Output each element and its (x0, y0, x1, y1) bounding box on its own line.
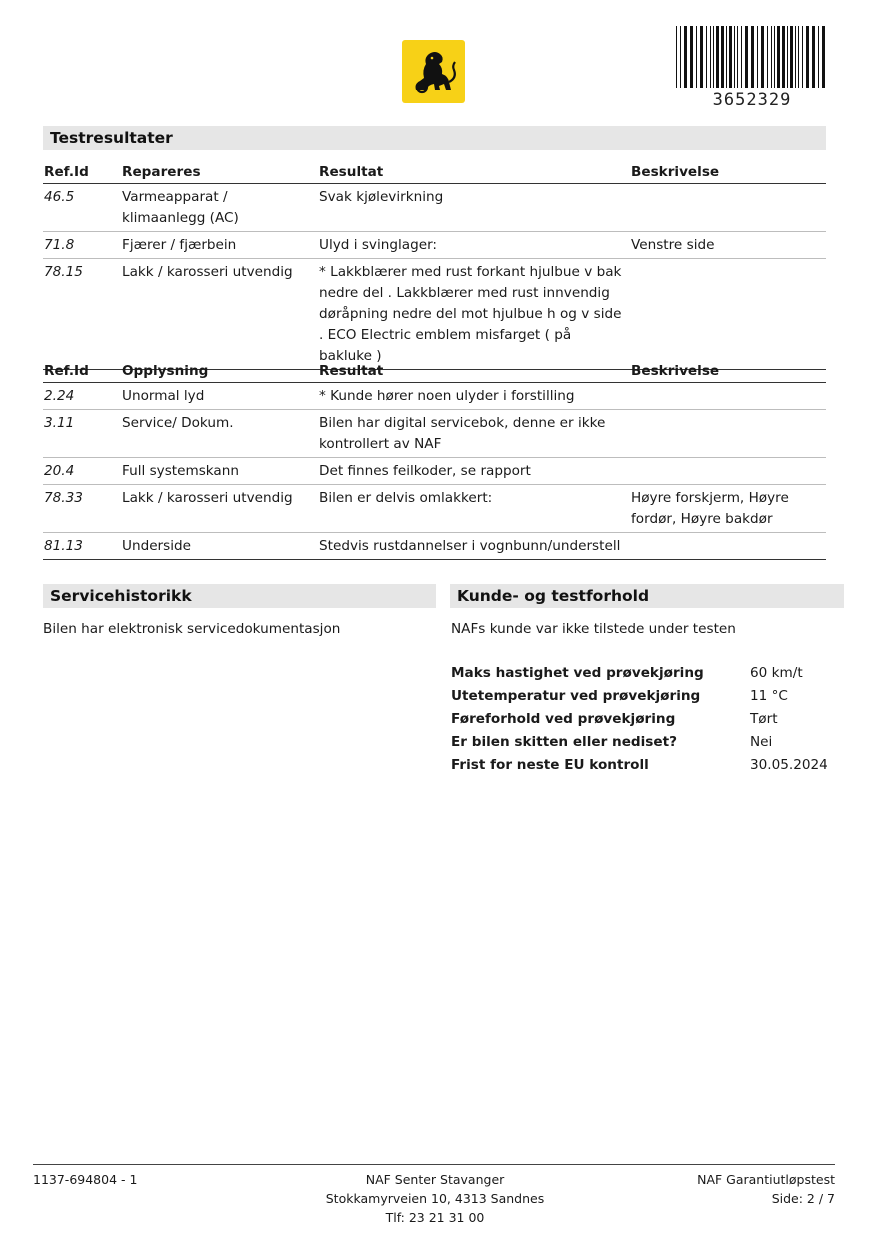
col-header-desc: Beskrivelse (630, 161, 826, 184)
condition-value: Tørt (750, 710, 778, 727)
barcode-bar (818, 26, 819, 88)
condition-label: Er bilen skitten eller nediset? (451, 733, 677, 750)
footer-phone: Tlf: 23 21 31 00 (385, 1210, 485, 1225)
barcode-bars (674, 26, 830, 90)
cell-item: Lakk / karosseri utvendig (121, 259, 318, 370)
cell-result: * Kunde hører noen ulyder i forstilling (318, 383, 630, 410)
col-header-desc: Beskrivelse (630, 360, 826, 383)
service-history-text: Bilen har elektronisk servicedokumentasjon (43, 621, 341, 637)
barcode-bar (806, 26, 809, 88)
cell-result: Stedvis rustdannelser i vognbunn/understell (318, 533, 630, 560)
cell-ref: 78.15 (43, 259, 121, 370)
condition-value: 11 °C (750, 687, 788, 704)
col-header-item: Repareres (121, 161, 318, 184)
footer-right (635, 1170, 835, 1208)
cell-item: Full systemskann (121, 458, 318, 485)
barcode-bar (751, 26, 754, 88)
barcode-bar (716, 26, 719, 88)
footer-center (300, 1170, 570, 1227)
barcode-bar (690, 26, 693, 88)
condition-value: 30.05.2024 (750, 756, 828, 773)
table-row (43, 184, 826, 232)
cell-ref: 2.24 (43, 383, 121, 410)
col-header-item: Opplysning (121, 360, 318, 383)
barcode-bar (761, 26, 764, 88)
condition-label: Maks hastighet ved prøvekjøring (451, 664, 704, 681)
barcode-bar (713, 26, 714, 88)
cell-desc (630, 458, 826, 485)
barcode-bar (802, 26, 803, 88)
cell-item: Service/ Dokum. (121, 410, 318, 458)
barcode-bar (676, 26, 677, 88)
section-title-testresultater: Testresultater (43, 126, 826, 150)
barcode-bar (721, 26, 724, 88)
condition-label: Frist for neste EU kontroll (451, 756, 649, 773)
table-row (43, 533, 826, 560)
cell-item: Varmeapparat / klimaanlegg (AC) (121, 184, 318, 232)
barcode-bar (774, 26, 775, 88)
repairs-table (43, 161, 826, 370)
cell-item: Fjærer / fjærbein (121, 232, 318, 259)
cell-desc (630, 184, 826, 232)
col-header-ref: Ref.Id (43, 161, 121, 184)
footer-address: Stokkamyrveien 10, 4313 Sandnes (325, 1191, 545, 1206)
barcode-bar (771, 26, 772, 88)
barcode-bar (734, 26, 735, 88)
barcode-bar (729, 26, 732, 88)
cell-desc (630, 259, 826, 370)
barcode-bar (790, 26, 793, 88)
info-table (43, 360, 826, 560)
table-header-row (43, 360, 826, 383)
condition-label: Utetemperatur ved prøvekjøring (451, 687, 701, 704)
cell-result: Det finnes feilkoder, se rapport (318, 458, 630, 485)
footer-divider (33, 1164, 835, 1165)
cell-result: Bilen er delvis omlakkert: (318, 485, 630, 533)
col-header-result: Resultat (318, 161, 630, 184)
col-header-ref: Ref.Id (43, 360, 121, 383)
cell-item: Underside (121, 533, 318, 560)
cell-ref: 3.11 (43, 410, 121, 458)
col-header-result: Resultat (318, 360, 630, 383)
barcode-bar (777, 26, 780, 88)
section-title-servicehistorikk: Servicehistorikk (43, 584, 436, 608)
table-header-row (43, 161, 826, 184)
barcode-bar (812, 26, 815, 88)
cell-ref: 46.5 (43, 184, 121, 232)
condition-label: Føreforhold ved prøvekjøring (451, 710, 676, 727)
condition-row (451, 730, 828, 753)
table-row (43, 259, 826, 370)
barcode-bar (710, 26, 711, 88)
cell-ref: 71.8 (43, 232, 121, 259)
cell-desc: Høyre forskjerm, Høyre fordør, Høyre bakdør (630, 485, 826, 533)
barcode-bar (745, 26, 748, 88)
footer-center-name: NAF Senter Stavanger (365, 1172, 505, 1187)
condition-row (451, 684, 828, 707)
barcode-bar (741, 26, 742, 88)
cell-ref: 81.13 (43, 533, 121, 560)
barcode-bar (684, 26, 687, 88)
customer-presence-text: NAFs kunde var ikke tilstede under testen (451, 621, 736, 637)
barcode-bar (787, 26, 788, 88)
cell-desc (630, 533, 826, 560)
table-row (43, 458, 826, 485)
barcode-bar (700, 26, 703, 88)
cell-item: Lakk / karosseri utvendig (121, 485, 318, 533)
cell-result: Ulyd i svinglager: (318, 232, 630, 259)
cell-desc: Venstre side (630, 232, 826, 259)
barcode-bar (798, 26, 799, 88)
cell-desc (630, 410, 826, 458)
barcode-bar (767, 26, 768, 88)
table-row (43, 485, 826, 533)
barcode-number: 3652329 (712, 90, 792, 110)
barcode-bar (696, 26, 697, 88)
cell-result: Bilen har digital servicebok, denne er ikke kontrollert av NAF (318, 410, 630, 458)
lion-icon (402, 40, 465, 103)
section-title-kundeforhold: Kunde- og testforhold (450, 584, 844, 608)
footer-report-type: NAF Garantiutløpstest (697, 1172, 835, 1187)
cell-item: Unormal lyd (121, 383, 318, 410)
barcode-bar (680, 26, 681, 88)
condition-row (451, 661, 828, 684)
barcode-bar (726, 26, 727, 88)
cell-ref: 20.4 (43, 458, 121, 485)
barcode (674, 26, 830, 110)
footer-doc-id: 1137-694804 - 1 (33, 1172, 138, 1187)
cell-result: Svak kjølevirkning (318, 184, 630, 232)
barcode-bar (706, 26, 707, 88)
table-row (43, 383, 826, 410)
test-conditions-table (451, 661, 828, 776)
cell-ref: 78.33 (43, 485, 121, 533)
condition-row (451, 753, 828, 776)
condition-value: 60 km/t (750, 664, 803, 681)
footer-page-number: Side: 2 / 7 (771, 1191, 835, 1206)
barcode-bar (737, 26, 738, 88)
condition-value: Nei (750, 733, 773, 750)
barcode-bar (782, 26, 785, 88)
condition-row (451, 707, 828, 730)
naf-logo (402, 40, 465, 103)
table-row (43, 232, 826, 259)
cell-result: * Lakkblærer med rust forkant hjulbue v bak nedre del . Lakkblærer med rust innvendig døråpning nedre del mot hjulbue h og v side . ECO Electric emblem misfarget ( på bakluke ) (318, 259, 630, 370)
barcode-bar (757, 26, 758, 88)
table-row (43, 410, 826, 458)
barcode-bar (822, 26, 825, 88)
cell-desc (630, 383, 826, 410)
barcode-bar (795, 26, 796, 88)
